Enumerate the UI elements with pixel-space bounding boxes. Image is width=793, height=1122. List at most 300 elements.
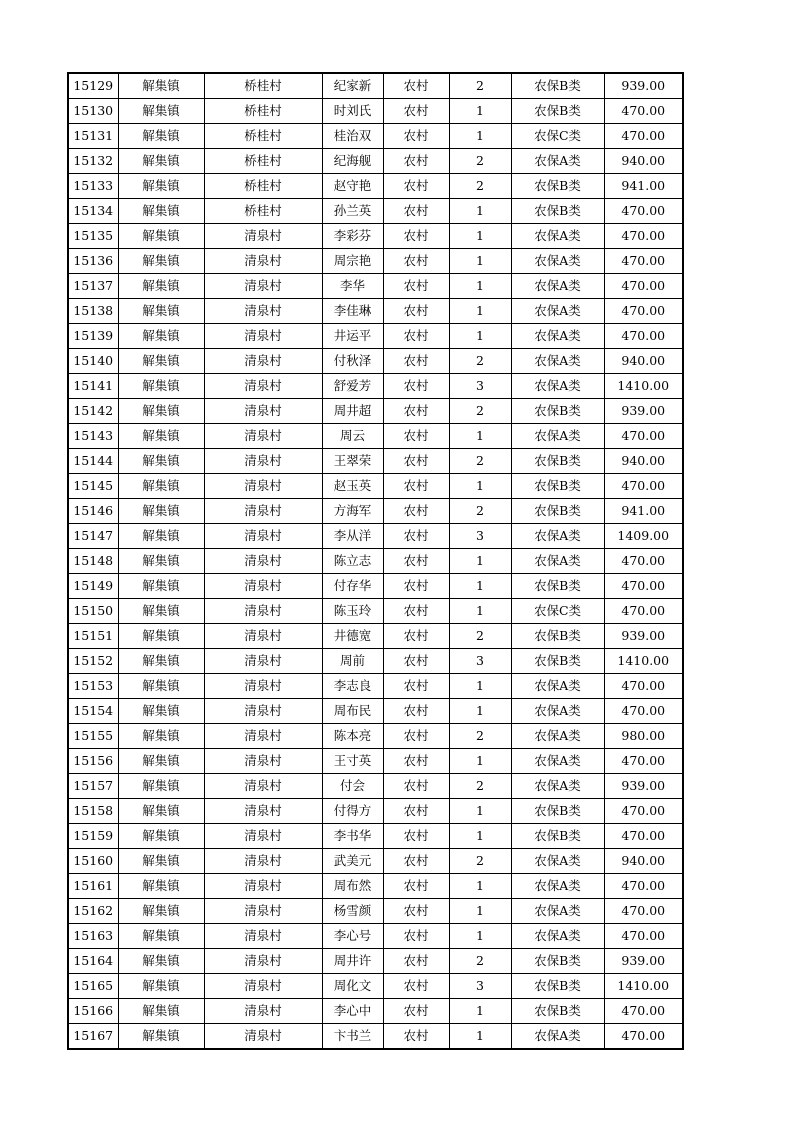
count-cell: 1 bbox=[449, 749, 511, 774]
count-cell: 2 bbox=[449, 949, 511, 974]
amount-cell: 1410.00 bbox=[604, 649, 683, 674]
village-cell: 桥桂村 bbox=[204, 199, 322, 224]
town-cell: 解集镇 bbox=[118, 424, 204, 449]
name-cell: 陈立志 bbox=[322, 549, 383, 574]
village-cell: 桥桂村 bbox=[204, 174, 322, 199]
table-row bbox=[68, 499, 683, 524]
village-cell: 清泉村 bbox=[204, 249, 322, 274]
name-cell: 周井超 bbox=[322, 399, 383, 424]
village-cell: 清泉村 bbox=[204, 324, 322, 349]
type-cell: 农村 bbox=[383, 599, 449, 624]
name-cell: 王寸英 bbox=[322, 749, 383, 774]
name-cell: 付存华 bbox=[322, 574, 383, 599]
category-cell: 农保A类 bbox=[511, 424, 604, 449]
town-cell: 解集镇 bbox=[118, 824, 204, 849]
town-cell: 解集镇 bbox=[118, 924, 204, 949]
name-cell: 陈本亮 bbox=[322, 724, 383, 749]
serial-cell: 15129 bbox=[68, 73, 118, 99]
amount-cell: 940.00 bbox=[604, 149, 683, 174]
name-cell: 陈玉玲 bbox=[322, 599, 383, 624]
category-cell: 农保B类 bbox=[511, 399, 604, 424]
village-cell: 清泉村 bbox=[204, 624, 322, 649]
category-cell: 农保A类 bbox=[511, 899, 604, 924]
subsidy-table bbox=[67, 72, 684, 1050]
amount-cell: 470.00 bbox=[604, 924, 683, 949]
serial-cell: 15165 bbox=[68, 974, 118, 999]
count-cell: 2 bbox=[449, 724, 511, 749]
name-cell: 李佳琳 bbox=[322, 299, 383, 324]
category-cell: 农保B类 bbox=[511, 949, 604, 974]
count-cell: 1 bbox=[449, 924, 511, 949]
amount-cell: 939.00 bbox=[604, 949, 683, 974]
category-cell: 农保B类 bbox=[511, 174, 604, 199]
village-cell: 清泉村 bbox=[204, 349, 322, 374]
name-cell: 王翠荣 bbox=[322, 449, 383, 474]
count-cell: 1 bbox=[449, 899, 511, 924]
village-cell: 清泉村 bbox=[204, 224, 322, 249]
town-cell: 解集镇 bbox=[118, 274, 204, 299]
type-cell: 农村 bbox=[383, 699, 449, 724]
town-cell: 解集镇 bbox=[118, 649, 204, 674]
category-cell: 农保B类 bbox=[511, 999, 604, 1024]
count-cell: 2 bbox=[449, 399, 511, 424]
town-cell: 解集镇 bbox=[118, 899, 204, 924]
type-cell: 农村 bbox=[383, 624, 449, 649]
village-cell: 清泉村 bbox=[204, 399, 322, 424]
table-row bbox=[68, 124, 683, 149]
village-cell: 清泉村 bbox=[204, 549, 322, 574]
amount-cell: 470.00 bbox=[604, 199, 683, 224]
town-cell: 解集镇 bbox=[118, 974, 204, 999]
serial-cell: 15131 bbox=[68, 124, 118, 149]
serial-cell: 15160 bbox=[68, 849, 118, 874]
village-cell: 清泉村 bbox=[204, 999, 322, 1024]
serial-cell: 15152 bbox=[68, 649, 118, 674]
village-cell: 桥桂村 bbox=[204, 124, 322, 149]
town-cell: 解集镇 bbox=[118, 674, 204, 699]
table-row bbox=[68, 424, 683, 449]
table-row bbox=[68, 674, 683, 699]
type-cell: 农村 bbox=[383, 399, 449, 424]
category-cell: 农保C类 bbox=[511, 124, 604, 149]
amount-cell: 470.00 bbox=[604, 549, 683, 574]
village-cell: 清泉村 bbox=[204, 824, 322, 849]
name-cell: 卞书兰 bbox=[322, 1024, 383, 1050]
serial-cell: 15132 bbox=[68, 149, 118, 174]
count-cell: 1 bbox=[449, 799, 511, 824]
town-cell: 解集镇 bbox=[118, 749, 204, 774]
village-cell: 清泉村 bbox=[204, 474, 322, 499]
category-cell: 农保B类 bbox=[511, 99, 604, 124]
amount-cell: 980.00 bbox=[604, 724, 683, 749]
town-cell: 解集镇 bbox=[118, 574, 204, 599]
type-cell: 农村 bbox=[383, 874, 449, 899]
name-cell: 井德宽 bbox=[322, 624, 383, 649]
town-cell: 解集镇 bbox=[118, 549, 204, 574]
amount-cell: 941.00 bbox=[604, 499, 683, 524]
category-cell: 农保A类 bbox=[511, 699, 604, 724]
type-cell: 农村 bbox=[383, 649, 449, 674]
serial-cell: 15136 bbox=[68, 249, 118, 274]
serial-cell: 15167 bbox=[68, 1024, 118, 1050]
type-cell: 农村 bbox=[383, 899, 449, 924]
table-row bbox=[68, 474, 683, 499]
serial-cell: 15148 bbox=[68, 549, 118, 574]
town-cell: 解集镇 bbox=[118, 949, 204, 974]
table-row bbox=[68, 449, 683, 474]
village-cell: 清泉村 bbox=[204, 674, 322, 699]
amount-cell: 470.00 bbox=[604, 574, 683, 599]
type-cell: 农村 bbox=[383, 299, 449, 324]
amount-cell: 470.00 bbox=[604, 274, 683, 299]
table-row bbox=[68, 149, 683, 174]
table-row bbox=[68, 324, 683, 349]
count-cell: 3 bbox=[449, 524, 511, 549]
table-row bbox=[68, 374, 683, 399]
town-cell: 解集镇 bbox=[118, 799, 204, 824]
table-row bbox=[68, 224, 683, 249]
amount-cell: 470.00 bbox=[604, 474, 683, 499]
serial-cell: 15143 bbox=[68, 424, 118, 449]
village-cell: 清泉村 bbox=[204, 424, 322, 449]
category-cell: 农保A类 bbox=[511, 249, 604, 274]
table-row bbox=[68, 599, 683, 624]
amount-cell: 470.00 bbox=[604, 674, 683, 699]
category-cell: 农保B类 bbox=[511, 474, 604, 499]
town-cell: 解集镇 bbox=[118, 324, 204, 349]
count-cell: 1 bbox=[449, 999, 511, 1024]
table-row bbox=[68, 399, 683, 424]
name-cell: 赵守艳 bbox=[322, 174, 383, 199]
type-cell: 农村 bbox=[383, 449, 449, 474]
amount-cell: 470.00 bbox=[604, 424, 683, 449]
category-cell: 农保A类 bbox=[511, 224, 604, 249]
type-cell: 农村 bbox=[383, 924, 449, 949]
type-cell: 农村 bbox=[383, 799, 449, 824]
count-cell: 1 bbox=[449, 249, 511, 274]
amount-cell: 470.00 bbox=[604, 249, 683, 274]
category-cell: 农保A类 bbox=[511, 849, 604, 874]
amount-cell: 939.00 bbox=[604, 73, 683, 99]
amount-cell: 470.00 bbox=[604, 824, 683, 849]
count-cell: 2 bbox=[449, 499, 511, 524]
amount-cell: 470.00 bbox=[604, 124, 683, 149]
town-cell: 解集镇 bbox=[118, 999, 204, 1024]
table-row bbox=[68, 574, 683, 599]
category-cell: 农保B类 bbox=[511, 449, 604, 474]
count-cell: 2 bbox=[449, 849, 511, 874]
category-cell: 农保A类 bbox=[511, 324, 604, 349]
count-cell: 1 bbox=[449, 324, 511, 349]
town-cell: 解集镇 bbox=[118, 99, 204, 124]
name-cell: 纪海舰 bbox=[322, 149, 383, 174]
category-cell: 农保B类 bbox=[511, 499, 604, 524]
name-cell: 杨雪颜 bbox=[322, 899, 383, 924]
serial-cell: 15144 bbox=[68, 449, 118, 474]
serial-cell: 15140 bbox=[68, 349, 118, 374]
village-cell: 桥桂村 bbox=[204, 73, 322, 99]
town-cell: 解集镇 bbox=[118, 149, 204, 174]
serial-cell: 15145 bbox=[68, 474, 118, 499]
category-cell: 农保B类 bbox=[511, 199, 604, 224]
name-cell: 周井许 bbox=[322, 949, 383, 974]
table-row bbox=[68, 949, 683, 974]
village-cell: 清泉村 bbox=[204, 799, 322, 824]
table-row bbox=[68, 899, 683, 924]
count-cell: 1 bbox=[449, 299, 511, 324]
amount-cell: 1410.00 bbox=[604, 974, 683, 999]
count-cell: 1 bbox=[449, 124, 511, 149]
category-cell: 农保C类 bbox=[511, 599, 604, 624]
category-cell: 农保B类 bbox=[511, 73, 604, 99]
amount-cell: 940.00 bbox=[604, 349, 683, 374]
town-cell: 解集镇 bbox=[118, 124, 204, 149]
name-cell: 赵玉英 bbox=[322, 474, 383, 499]
table-row bbox=[68, 199, 683, 224]
type-cell: 农村 bbox=[383, 674, 449, 699]
name-cell: 付得方 bbox=[322, 799, 383, 824]
table-body bbox=[68, 73, 683, 1049]
town-cell: 解集镇 bbox=[118, 849, 204, 874]
town-cell: 解集镇 bbox=[118, 474, 204, 499]
village-cell: 清泉村 bbox=[204, 574, 322, 599]
type-cell: 农村 bbox=[383, 349, 449, 374]
town-cell: 解集镇 bbox=[118, 249, 204, 274]
type-cell: 农村 bbox=[383, 174, 449, 199]
town-cell: 解集镇 bbox=[118, 1024, 204, 1050]
category-cell: 农保A类 bbox=[511, 349, 604, 374]
village-cell: 清泉村 bbox=[204, 924, 322, 949]
category-cell: 农保A类 bbox=[511, 1024, 604, 1050]
amount-cell: 940.00 bbox=[604, 449, 683, 474]
count-cell: 2 bbox=[449, 174, 511, 199]
amount-cell: 470.00 bbox=[604, 324, 683, 349]
type-cell: 农村 bbox=[383, 199, 449, 224]
serial-cell: 15147 bbox=[68, 524, 118, 549]
serial-cell: 15164 bbox=[68, 949, 118, 974]
name-cell: 李书华 bbox=[322, 824, 383, 849]
town-cell: 解集镇 bbox=[118, 199, 204, 224]
amount-cell: 940.00 bbox=[604, 849, 683, 874]
town-cell: 解集镇 bbox=[118, 499, 204, 524]
type-cell: 农村 bbox=[383, 249, 449, 274]
town-cell: 解集镇 bbox=[118, 174, 204, 199]
name-cell: 时刘氏 bbox=[322, 99, 383, 124]
village-cell: 清泉村 bbox=[204, 299, 322, 324]
town-cell: 解集镇 bbox=[118, 599, 204, 624]
town-cell: 解集镇 bbox=[118, 524, 204, 549]
serial-cell: 15141 bbox=[68, 374, 118, 399]
town-cell: 解集镇 bbox=[118, 774, 204, 799]
name-cell: 周布然 bbox=[322, 874, 383, 899]
name-cell: 孙兰英 bbox=[322, 199, 383, 224]
category-cell: 农保A类 bbox=[511, 299, 604, 324]
serial-cell: 15153 bbox=[68, 674, 118, 699]
serial-cell: 15149 bbox=[68, 574, 118, 599]
table-row bbox=[68, 524, 683, 549]
village-cell: 清泉村 bbox=[204, 899, 322, 924]
name-cell: 周宗艳 bbox=[322, 249, 383, 274]
type-cell: 农村 bbox=[383, 1024, 449, 1050]
count-cell: 2 bbox=[449, 73, 511, 99]
count-cell: 2 bbox=[449, 774, 511, 799]
count-cell: 1 bbox=[449, 424, 511, 449]
serial-cell: 15130 bbox=[68, 99, 118, 124]
count-cell: 1 bbox=[449, 224, 511, 249]
type-cell: 农村 bbox=[383, 224, 449, 249]
table-row bbox=[68, 799, 683, 824]
category-cell: 农保B类 bbox=[511, 624, 604, 649]
table-row bbox=[68, 749, 683, 774]
name-cell: 李华 bbox=[322, 274, 383, 299]
count-cell: 1 bbox=[449, 699, 511, 724]
village-cell: 清泉村 bbox=[204, 524, 322, 549]
table-row bbox=[68, 624, 683, 649]
village-cell: 清泉村 bbox=[204, 374, 322, 399]
count-cell: 1 bbox=[449, 199, 511, 224]
count-cell: 1 bbox=[449, 824, 511, 849]
count-cell: 2 bbox=[449, 624, 511, 649]
category-cell: 农保B类 bbox=[511, 799, 604, 824]
town-cell: 解集镇 bbox=[118, 724, 204, 749]
village-cell: 清泉村 bbox=[204, 774, 322, 799]
town-cell: 解集镇 bbox=[118, 224, 204, 249]
table-row bbox=[68, 724, 683, 749]
town-cell: 解集镇 bbox=[118, 374, 204, 399]
name-cell: 桂治双 bbox=[322, 124, 383, 149]
category-cell: 农保B类 bbox=[511, 974, 604, 999]
amount-cell: 939.00 bbox=[604, 774, 683, 799]
amount-cell: 470.00 bbox=[604, 799, 683, 824]
category-cell: 农保A类 bbox=[511, 874, 604, 899]
name-cell: 李心中 bbox=[322, 999, 383, 1024]
amount-cell: 939.00 bbox=[604, 399, 683, 424]
name-cell: 周云 bbox=[322, 424, 383, 449]
serial-cell: 15146 bbox=[68, 499, 118, 524]
amount-cell: 939.00 bbox=[604, 624, 683, 649]
table-row bbox=[68, 699, 683, 724]
amount-cell: 941.00 bbox=[604, 174, 683, 199]
name-cell: 李心号 bbox=[322, 924, 383, 949]
count-cell: 2 bbox=[449, 449, 511, 474]
village-cell: 清泉村 bbox=[204, 849, 322, 874]
amount-cell: 470.00 bbox=[604, 299, 683, 324]
village-cell: 清泉村 bbox=[204, 699, 322, 724]
count-cell: 1 bbox=[449, 99, 511, 124]
serial-cell: 15154 bbox=[68, 699, 118, 724]
name-cell: 李志良 bbox=[322, 674, 383, 699]
count-cell: 1 bbox=[449, 674, 511, 699]
name-cell: 李彩芬 bbox=[322, 224, 383, 249]
name-cell: 周布民 bbox=[322, 699, 383, 724]
type-cell: 农村 bbox=[383, 474, 449, 499]
amount-cell: 1410.00 bbox=[604, 374, 683, 399]
type-cell: 农村 bbox=[383, 374, 449, 399]
serial-cell: 15162 bbox=[68, 899, 118, 924]
type-cell: 农村 bbox=[383, 724, 449, 749]
type-cell: 农村 bbox=[383, 974, 449, 999]
table-row bbox=[68, 174, 683, 199]
serial-cell: 15138 bbox=[68, 299, 118, 324]
count-cell: 1 bbox=[449, 1024, 511, 1050]
table-row bbox=[68, 974, 683, 999]
table-row bbox=[68, 649, 683, 674]
village-cell: 清泉村 bbox=[204, 749, 322, 774]
type-cell: 农村 bbox=[383, 824, 449, 849]
table-row bbox=[68, 299, 683, 324]
serial-cell: 15158 bbox=[68, 799, 118, 824]
table-row bbox=[68, 99, 683, 124]
category-cell: 农保A类 bbox=[511, 274, 604, 299]
serial-cell: 15142 bbox=[68, 399, 118, 424]
type-cell: 农村 bbox=[383, 99, 449, 124]
type-cell: 农村 bbox=[383, 999, 449, 1024]
amount-cell: 1409.00 bbox=[604, 524, 683, 549]
serial-cell: 15161 bbox=[68, 874, 118, 899]
count-cell: 3 bbox=[449, 374, 511, 399]
type-cell: 农村 bbox=[383, 549, 449, 574]
table-row bbox=[68, 549, 683, 574]
name-cell: 纪家新 bbox=[322, 73, 383, 99]
table-row bbox=[68, 249, 683, 274]
town-cell: 解集镇 bbox=[118, 449, 204, 474]
type-cell: 农村 bbox=[383, 774, 449, 799]
serial-cell: 15166 bbox=[68, 999, 118, 1024]
serial-cell: 15133 bbox=[68, 174, 118, 199]
category-cell: 农保A类 bbox=[511, 549, 604, 574]
type-cell: 农村 bbox=[383, 524, 449, 549]
category-cell: 农保B类 bbox=[511, 574, 604, 599]
town-cell: 解集镇 bbox=[118, 73, 204, 99]
type-cell: 农村 bbox=[383, 949, 449, 974]
table-row bbox=[68, 924, 683, 949]
serial-cell: 15157 bbox=[68, 774, 118, 799]
town-cell: 解集镇 bbox=[118, 349, 204, 374]
name-cell: 付会 bbox=[322, 774, 383, 799]
amount-cell: 470.00 bbox=[604, 1024, 683, 1050]
count-cell: 2 bbox=[449, 149, 511, 174]
category-cell: 农保A类 bbox=[511, 374, 604, 399]
name-cell: 舒爱芳 bbox=[322, 374, 383, 399]
village-cell: 桥桂村 bbox=[204, 149, 322, 174]
name-cell: 李从洋 bbox=[322, 524, 383, 549]
serial-cell: 15159 bbox=[68, 824, 118, 849]
village-cell: 清泉村 bbox=[204, 649, 322, 674]
type-cell: 农村 bbox=[383, 274, 449, 299]
name-cell: 武美元 bbox=[322, 849, 383, 874]
name-cell: 付秋泽 bbox=[322, 349, 383, 374]
serial-cell: 15155 bbox=[68, 724, 118, 749]
serial-cell: 15156 bbox=[68, 749, 118, 774]
type-cell: 农村 bbox=[383, 574, 449, 599]
village-cell: 清泉村 bbox=[204, 724, 322, 749]
category-cell: 农保A类 bbox=[511, 524, 604, 549]
count-cell: 2 bbox=[449, 349, 511, 374]
name-cell: 方海军 bbox=[322, 499, 383, 524]
serial-cell: 15151 bbox=[68, 624, 118, 649]
town-cell: 解集镇 bbox=[118, 299, 204, 324]
table-row bbox=[68, 874, 683, 899]
category-cell: 农保A类 bbox=[511, 149, 604, 174]
table-row bbox=[68, 824, 683, 849]
town-cell: 解集镇 bbox=[118, 699, 204, 724]
category-cell: 农保A类 bbox=[511, 749, 604, 774]
table-row bbox=[68, 999, 683, 1024]
amount-cell: 470.00 bbox=[604, 224, 683, 249]
table-row bbox=[68, 349, 683, 374]
type-cell: 农村 bbox=[383, 124, 449, 149]
town-cell: 解集镇 bbox=[118, 399, 204, 424]
